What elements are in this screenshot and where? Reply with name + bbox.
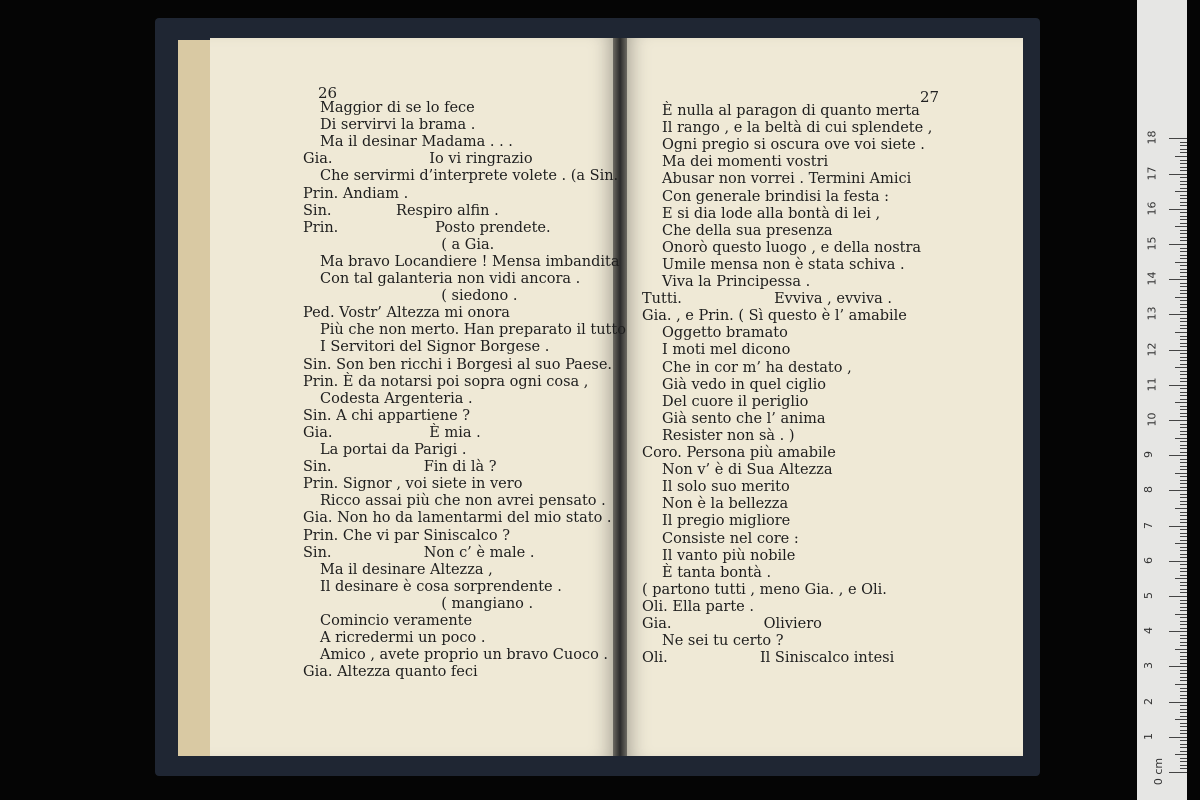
ruler-minor-tick: [1180, 378, 1187, 379]
text-line: Prin. Che vi par Siniscalco ?: [303, 527, 511, 544]
text-line: Ogni pregio si oscura ove voi siete .: [662, 137, 925, 154]
ruler-minor-tick: [1180, 395, 1187, 396]
text-line: Umile mensa non è stata schiva .: [662, 256, 905, 273]
ruler-minor-tick: [1175, 262, 1187, 263]
ruler-minor-tick: [1175, 649, 1187, 650]
ruler-minor-tick: [1180, 744, 1187, 745]
text-line: ( a Gia.: [303, 236, 495, 253]
ruler-minor-tick: [1180, 205, 1187, 206]
ruler-tick: [1169, 702, 1187, 703]
ruler-minor-tick: [1180, 399, 1187, 400]
ruler-minor-tick: [1180, 431, 1187, 432]
ruler-minor-tick: [1180, 494, 1187, 495]
ruler-minor-tick: [1180, 272, 1187, 273]
ruler-minor-tick: [1180, 536, 1187, 537]
ruler-minor-tick: [1180, 624, 1187, 625]
ruler-minor-tick: [1180, 564, 1187, 565]
text-line: A ricredermi un poco .: [320, 630, 486, 647]
ruler-minor-tick: [1180, 409, 1187, 410]
ruler-minor-tick: [1180, 343, 1187, 344]
ruler-minor-tick: [1180, 677, 1187, 678]
ruler-minor-tick: [1180, 554, 1187, 555]
ruler-minor-tick: [1175, 754, 1187, 755]
ruler-tick: [1169, 420, 1187, 421]
ruler-minor-tick: [1180, 223, 1187, 224]
ruler-minor-tick: [1180, 592, 1187, 593]
ruler-minor-tick: [1180, 466, 1187, 467]
ruler-minor-tick: [1180, 705, 1187, 706]
ruler-minor-tick: [1180, 346, 1187, 347]
ruler-minor-tick: [1180, 188, 1187, 189]
ruler-minor-tick: [1180, 585, 1187, 586]
ruler-minor-tick: [1180, 360, 1187, 361]
ruler-minor-tick: [1180, 248, 1187, 249]
ruler-tick: [1169, 174, 1187, 175]
ruler-minor-tick: [1180, 652, 1187, 653]
ruler-label: 5: [1142, 592, 1155, 599]
ruler-minor-tick: [1180, 688, 1187, 689]
ruler-minor-tick: [1175, 191, 1187, 192]
text-line: Di servirvi la brama .: [320, 117, 476, 134]
text-line: Sin. Son ben ricchi i Borgesi al suo Paese.: [303, 356, 613, 373]
ruler-label: 15: [1145, 236, 1159, 251]
ruler-minor-tick: [1180, 339, 1187, 340]
text-line: Ma bravo Locandiere ! Mensa imbandita: [320, 253, 620, 270]
ruler-minor-tick: [1180, 547, 1187, 548]
text-line: Prin. Posto prendete.: [303, 219, 551, 236]
ruler-minor-tick: [1175, 508, 1187, 509]
ruler-tick: [1169, 561, 1187, 562]
ruler-minor-tick: [1180, 265, 1187, 266]
ruler-minor-tick: [1180, 255, 1187, 256]
text-line: E si dia lode alla bontà di lei ,: [662, 205, 881, 222]
ruler-label: 4: [1142, 627, 1155, 635]
text-line: Maggior di se lo fece: [320, 100, 475, 116]
ruler-minor-tick: [1180, 233, 1187, 234]
ruler-minor-tick: [1175, 614, 1187, 615]
ruler-minor-tick: [1180, 219, 1187, 220]
text-line: Ma il desinar Madama . . .: [320, 134, 513, 151]
text-line: I Servitori del Signor Borgese .: [320, 339, 550, 356]
ruler-tick: [1169, 631, 1187, 632]
ruler-minor-tick: [1180, 557, 1187, 558]
ruler-tick: [1169, 138, 1187, 139]
ruler-tick: [1169, 314, 1187, 315]
ruler-minor-tick: [1180, 381, 1187, 382]
ruler-minor-tick: [1180, 293, 1187, 294]
ruler-minor-tick: [1180, 747, 1187, 748]
ruler-minor-tick: [1180, 469, 1187, 470]
text-line: Onorò questo luogo , e della nostra: [662, 239, 922, 256]
ruler-minor-tick: [1180, 170, 1187, 171]
ruler-minor-tick: [1180, 582, 1187, 583]
ruler-minor-tick: [1175, 578, 1187, 579]
ruler-minor-tick: [1180, 476, 1187, 477]
text-line: Oggetto bramato: [662, 325, 788, 342]
ruler-minor-tick: [1180, 321, 1187, 322]
ruler-minor-tick: [1180, 670, 1187, 671]
ruler-tick: [1169, 490, 1187, 491]
ruler-minor-tick: [1180, 202, 1187, 203]
text-line: Con tal galanteria non vidi ancora .: [320, 271, 581, 287]
ruler-minor-tick: [1180, 286, 1187, 287]
ruler-minor-tick: [1180, 497, 1187, 498]
ruler-tick: [1169, 526, 1187, 527]
ruler-minor-tick: [1175, 297, 1187, 298]
ruler-minor-tick: [1180, 424, 1187, 425]
right-page-number: 27: [920, 88, 940, 106]
text-line: Sin. Fin di là ?: [303, 459, 497, 476]
ruler-minor-tick: [1180, 448, 1187, 449]
text-line: Ne sei tu certo ?: [662, 633, 784, 650]
ruler-minor-tick: [1180, 568, 1187, 569]
ruler-minor-tick: [1175, 473, 1187, 474]
ruler-minor-tick: [1180, 680, 1187, 681]
text-line: Tutti. Evviva , evviva .: [642, 291, 893, 308]
ruler-minor-tick: [1180, 325, 1187, 326]
text-line: Gia. È mia .: [303, 424, 481, 441]
text-line: Il desinare è cosa sorprendente .: [320, 578, 562, 595]
text-line: Codesta Argenteria .: [320, 390, 473, 407]
ruler-minor-tick: [1180, 251, 1187, 252]
ruler-minor-tick: [1180, 768, 1187, 769]
ruler-minor-tick: [1180, 181, 1187, 182]
ruler-minor-tick: [1180, 673, 1187, 674]
ruler-minor-tick: [1180, 642, 1187, 643]
book-gutter: [613, 38, 627, 756]
text-line: Che servirmi d’interprete volete . (a Sin.: [320, 168, 619, 185]
ruler-minor-tick: [1180, 276, 1187, 277]
ruler-minor-tick: [1180, 388, 1187, 389]
ruler-minor-tick: [1180, 659, 1187, 660]
text-line: È tanta bontà .: [662, 564, 772, 581]
ruler-minor-tick: [1180, 723, 1187, 724]
ruler-minor-tick: [1175, 402, 1187, 403]
ruler-minor-tick: [1180, 480, 1187, 481]
ruler-minor-tick: [1180, 427, 1187, 428]
ruler-label: 3: [1142, 662, 1155, 670]
ruler-minor-tick: [1180, 540, 1187, 541]
ruler-minor-tick: [1180, 691, 1187, 692]
ruler-minor-tick: [1180, 290, 1187, 291]
ruler-minor-tick: [1180, 212, 1187, 213]
text-line: Oli. Il Siniscalco intesi: [642, 650, 895, 667]
ruler-tick: [1169, 209, 1187, 210]
ruler-label: 9: [1142, 451, 1155, 459]
text-line: Viva la Principessa .: [662, 274, 811, 290]
text-line: Sin. Non c’ è male .: [303, 544, 535, 561]
text-line: Coro. Persona più amabile: [642, 445, 836, 461]
ruler-minor-tick: [1180, 635, 1187, 636]
ruler-minor-tick: [1175, 438, 1187, 439]
ruler-minor-tick: [1180, 142, 1187, 143]
ruler-minor-tick: [1180, 434, 1187, 435]
ruler-minor-tick: [1180, 709, 1187, 710]
text-line: La portai da Parigi .: [320, 442, 467, 458]
ruler-minor-tick: [1180, 452, 1187, 453]
ruler-minor-tick: [1180, 617, 1187, 618]
ruler-tick: [1169, 350, 1187, 351]
ruler-minor-tick: [1180, 730, 1187, 731]
ruler-minor-tick: [1180, 300, 1187, 301]
ruler-minor-tick: [1180, 230, 1187, 231]
text-line: Sin. Respiro alfin .: [303, 202, 499, 219]
ruler-minor-tick: [1180, 413, 1187, 414]
ruler-tick: [1169, 279, 1187, 280]
text-line: ( partono tutti , meno Gia. , e Oli.: [642, 581, 887, 598]
ruler-minor-tick: [1180, 371, 1187, 372]
ruler-minor-tick: [1180, 149, 1187, 150]
ruler-label: 1: [1142, 732, 1155, 740]
text-line: Già sento che l’ anima: [662, 410, 826, 427]
ruler-minor-tick: [1175, 543, 1187, 544]
ruler-label: 16: [1145, 201, 1159, 216]
ruler-minor-tick: [1180, 258, 1187, 259]
ruler-tick: [1169, 455, 1187, 456]
ruler-minor-tick: [1180, 392, 1187, 393]
ruler-minor-tick: [1175, 156, 1187, 157]
ruler-label: 6: [1142, 556, 1155, 564]
text-line: Che in cor m’ ha destato ,: [662, 359, 852, 376]
ruler-minor-tick: [1180, 638, 1187, 639]
ruler-minor-tick: [1180, 304, 1187, 305]
ruler-minor-tick: [1180, 269, 1187, 270]
ruler-minor-tick: [1180, 441, 1187, 442]
text-line: Non è la bellezza: [662, 496, 789, 513]
measuring-ruler: [1137, 0, 1187, 800]
ruler-minor-tick: [1180, 145, 1187, 146]
ruler-minor-tick: [1180, 575, 1187, 576]
ruler-minor-tick: [1180, 663, 1187, 664]
ruler-minor-tick: [1180, 237, 1187, 238]
text-line: Il rango , e la beltà di cui splendete ,: [662, 120, 933, 137]
ruler-label: 11: [1145, 377, 1159, 392]
ruler-minor-tick: [1175, 719, 1187, 720]
ruler-minor-tick: [1180, 607, 1187, 608]
ruler-minor-tick: [1180, 462, 1187, 463]
text-line: Il vanto più nobile: [662, 547, 796, 564]
text-line: Il pregio migliore: [662, 513, 791, 530]
ruler-minor-tick: [1180, 645, 1187, 646]
text-line: Ma il desinare Altezza ,: [320, 561, 493, 578]
ruler-minor-tick: [1180, 406, 1187, 407]
ruler-tick: [1169, 772, 1187, 773]
ruler-tick: [1169, 596, 1187, 597]
ruler-minor-tick: [1175, 367, 1187, 368]
ruler-minor-tick: [1180, 733, 1187, 734]
ruler-minor-tick: [1180, 487, 1187, 488]
ruler-minor-tick: [1175, 226, 1187, 227]
ruler-minor-tick: [1180, 167, 1187, 168]
text-line: Gia. Non ho da lamentarmi del mio stato .: [303, 510, 612, 527]
ruler-minor-tick: [1180, 726, 1187, 727]
ruler-minor-tick: [1180, 216, 1187, 217]
ruler-minor-tick: [1180, 328, 1187, 329]
text-line: Sin. A chi appartiene ?: [303, 407, 471, 424]
text-line: Che della sua presenza: [662, 222, 833, 239]
ruler-minor-tick: [1180, 483, 1187, 484]
ruler-minor-tick: [1180, 459, 1187, 460]
ruler-minor-tick: [1180, 515, 1187, 516]
text-line: Già vedo in quel ciglio: [662, 376, 826, 393]
text-line: Gia. Oliviero: [642, 616, 822, 632]
text-line: Ped. Vostr’ Altezza mi onora: [303, 305, 510, 322]
text-line: Prin. È da notarsi poi sopra ogni cosa ,: [303, 373, 589, 390]
text-line: Abusar non vorrei . Termini Amici: [662, 171, 912, 188]
ruler-label: 18: [1145, 130, 1159, 145]
text-line: Con generale brindisi la festa :: [662, 188, 890, 205]
ruler-label: 7: [1142, 521, 1155, 529]
ruler-minor-tick: [1180, 501, 1187, 502]
text-line: Del cuore il periglio: [662, 393, 809, 410]
text-line: Gia. Io vi ringrazio: [303, 151, 533, 168]
ruler-minor-tick: [1180, 374, 1187, 375]
ruler-minor-tick: [1180, 533, 1187, 534]
ruler-minor-tick: [1180, 307, 1187, 308]
ruler-label: 14: [1145, 271, 1159, 286]
ruler-minor-tick: [1180, 695, 1187, 696]
text-line: ( siedono .: [303, 288, 518, 305]
text-line: Ma dei momenti vostri: [662, 154, 829, 171]
ruler-minor-tick: [1180, 512, 1187, 513]
ruler-label: 12: [1145, 342, 1159, 357]
text-line: Oli. Ella parte .: [642, 598, 754, 615]
ruler-minor-tick: [1180, 716, 1187, 717]
text-line: Amico , avete proprio un bravo Cuoco .: [320, 647, 609, 664]
ruler-minor-tick: [1180, 571, 1187, 572]
ruler-minor-tick: [1180, 765, 1187, 766]
text-line: Consiste nel core :: [662, 530, 799, 547]
ruler-minor-tick: [1180, 529, 1187, 530]
ruler-minor-tick: [1175, 332, 1187, 333]
ruler-minor-tick: [1180, 712, 1187, 713]
ruler-minor-tick: [1180, 758, 1187, 759]
text-line: Resister non sà . ): [662, 427, 795, 444]
ruler-label: 17: [1145, 166, 1159, 181]
ruler-minor-tick: [1180, 198, 1187, 199]
ruler-minor-tick: [1180, 160, 1187, 161]
ruler-minor-tick: [1180, 751, 1187, 752]
ruler-minor-tick: [1180, 656, 1187, 657]
ruler-label: 10: [1145, 412, 1159, 427]
ruler-minor-tick: [1180, 600, 1187, 601]
text-line: Il solo suo merito: [662, 479, 790, 496]
ruler-minor-tick: [1180, 318, 1187, 319]
ruler-minor-tick: [1180, 184, 1187, 185]
ruler-minor-tick: [1180, 603, 1187, 604]
ruler-minor-tick: [1180, 522, 1187, 523]
text-line: Prin. Signor , voi siete in vero: [303, 476, 523, 493]
ruler-minor-tick: [1180, 311, 1187, 312]
ruler-label: 0 cm: [1152, 757, 1166, 786]
ruler-minor-tick: [1180, 163, 1187, 164]
text-line: Più che non merto. Han preparato il tutto: [320, 322, 626, 339]
ruler-tick: [1169, 244, 1187, 245]
ruler-label: 13: [1145, 306, 1159, 321]
text-line: È nulla al paragon di quanto merta: [662, 103, 920, 119]
ruler-minor-tick: [1180, 761, 1187, 762]
ruler-minor-tick: [1180, 353, 1187, 354]
text-line: Gia. Altezza quanto feci: [303, 664, 478, 681]
ruler-tick: [1169, 666, 1187, 667]
ruler-minor-tick: [1180, 740, 1187, 741]
ruler-minor-tick: [1180, 357, 1187, 358]
text-line: Prin. Andiam .: [303, 185, 409, 202]
ruler-tick: [1169, 385, 1187, 386]
ruler-minor-tick: [1180, 504, 1187, 505]
text-line: I moti mel dicono: [662, 342, 791, 359]
text-line: Gia. , e Prin. ( Sì questo è l’ amabile: [642, 308, 907, 325]
ruler-minor-tick: [1180, 589, 1187, 590]
ruler-minor-tick: [1180, 445, 1187, 446]
ruler-minor-tick: [1180, 610, 1187, 611]
text-line: Non v’ è di Sua Altezza: [662, 462, 833, 479]
ruler-minor-tick: [1180, 240, 1187, 241]
left-page-number: 26: [318, 84, 338, 102]
ruler-minor-tick: [1180, 698, 1187, 699]
ruler-minor-tick: [1180, 621, 1187, 622]
text-line: ( mangiano .: [303, 595, 534, 612]
ruler-minor-tick: [1175, 684, 1187, 685]
ruler-minor-tick: [1180, 364, 1187, 365]
ruler-minor-tick: [1180, 416, 1187, 417]
ruler-minor-tick: [1180, 550, 1187, 551]
text-line: Comincio veramente: [320, 613, 473, 629]
ruler-tick: [1169, 737, 1187, 738]
ruler-minor-tick: [1180, 152, 1187, 153]
ruler-minor-tick: [1180, 519, 1187, 520]
ruler-label: 8: [1142, 486, 1155, 494]
ruler-minor-tick: [1180, 283, 1187, 284]
ruler-label: 2: [1142, 697, 1155, 705]
ruler-minor-tick: [1180, 195, 1187, 196]
text-line: Ricco assai più che non avrei pensato .: [320, 493, 606, 510]
ruler-minor-tick: [1180, 336, 1187, 337]
ruler-minor-tick: [1180, 628, 1187, 629]
ruler-minor-tick: [1180, 177, 1187, 178]
